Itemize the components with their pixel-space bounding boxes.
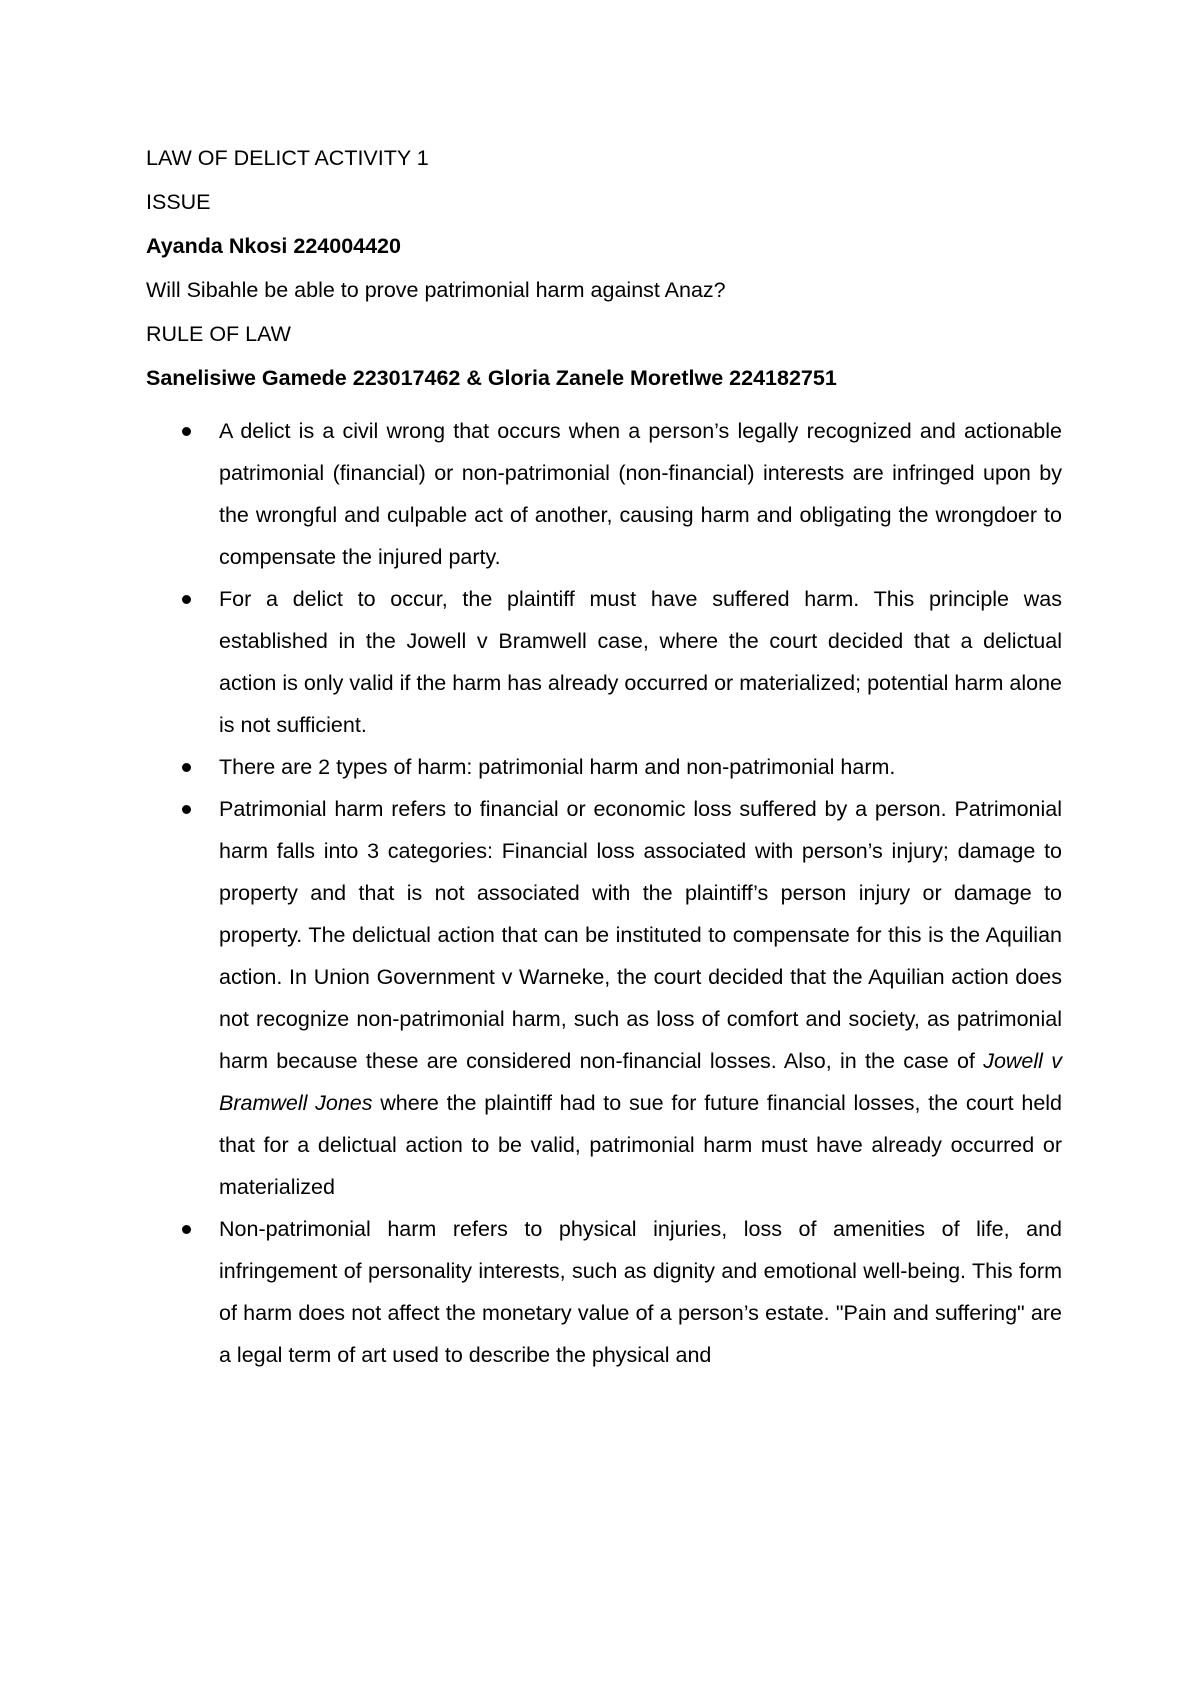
bullet-text: A delict is a civil wrong that occurs when a person’s legally recognized and actionable patrimonial (financial) or non-patrimonial (non-financial) interests are infringed upon by the wrongful and culpable act of another, causing harm and obligating the wrongdoer to compensate the injured party. — [219, 419, 1062, 569]
bullet-icon — [182, 595, 191, 604]
list-item — [146, 578, 1062, 746]
rule-authors: Sanelisiwe Gamede 223017462 & Gloria Zanele Moretlwe 224182751 — [146, 366, 837, 390]
bullet-text: For a delict to occur, the plaintiff must have suffered harm. This principle was established in the Jowell v Bramwell case, where the court decided that a delictual action is only valid if the harm has already occurred or materialized; potential harm alone is not sufficient. — [219, 587, 1062, 737]
rule-bullet-list — [146, 410, 1062, 1376]
bullet-text: There are 2 types of harm: patrimonial harm and non-patrimonial harm. — [219, 755, 896, 779]
bullet-icon — [182, 763, 191, 772]
bullet-icon — [182, 1225, 191, 1234]
bullet-text-part: Patrimonial harm refers to financial or economic loss suffered by a person. Patrimonial harm falls into 3 categories: Financial loss associated with person’s injury; damage to property and that is not associated with the plaintiff’s person injury or damage to property. The delictual action that can be instituted to compensate for this is the Aquilian action. In Union Government v Warneke, the court decided that the Aquilian action does not recognize non-patrimonial harm, such as loss of comfort and society, as patrimonial harm because these are considered non-financial losses. Also, in the case of — [219, 797, 1062, 1073]
bullet-icon — [182, 427, 191, 436]
bullet-text: Non-patrimonial harm refers to physical injuries, loss of amenities of life, and infringement of personality interests, such as dignity and emotional well-being. This form of harm does not affect the monetary value of a person’s estate. "Pain and suffering" are a legal term of art used to describe the physical and — [219, 1217, 1062, 1367]
list-item — [146, 788, 1062, 1208]
document-title: LAW OF DELICT ACTIVITY 1 — [146, 146, 429, 170]
list-item — [146, 746, 1062, 788]
list-item — [146, 410, 1062, 578]
case-name: Jowell v Bramwell Jones — [219, 1049, 1063, 1115]
rule-heading: RULE OF LAW — [146, 322, 291, 346]
list-item — [146, 1208, 1062, 1376]
issue-heading: ISSUE — [146, 190, 211, 214]
issue-question: Will Sibahle be able to prove patrimonial harm against Anaz? — [146, 278, 726, 302]
bullet-text-part: where the plaintiff had to sue for future financial losses, the court held that for a delictual action to be valid, patrimonial harm must have already occurred or materialized — [219, 1091, 1063, 1199]
issue-author: Ayanda Nkosi 224004420 — [146, 234, 401, 258]
bullet-text — [219, 797, 1062, 1199]
document-page — [146, 144, 1062, 1376]
bullet-icon — [182, 805, 191, 814]
